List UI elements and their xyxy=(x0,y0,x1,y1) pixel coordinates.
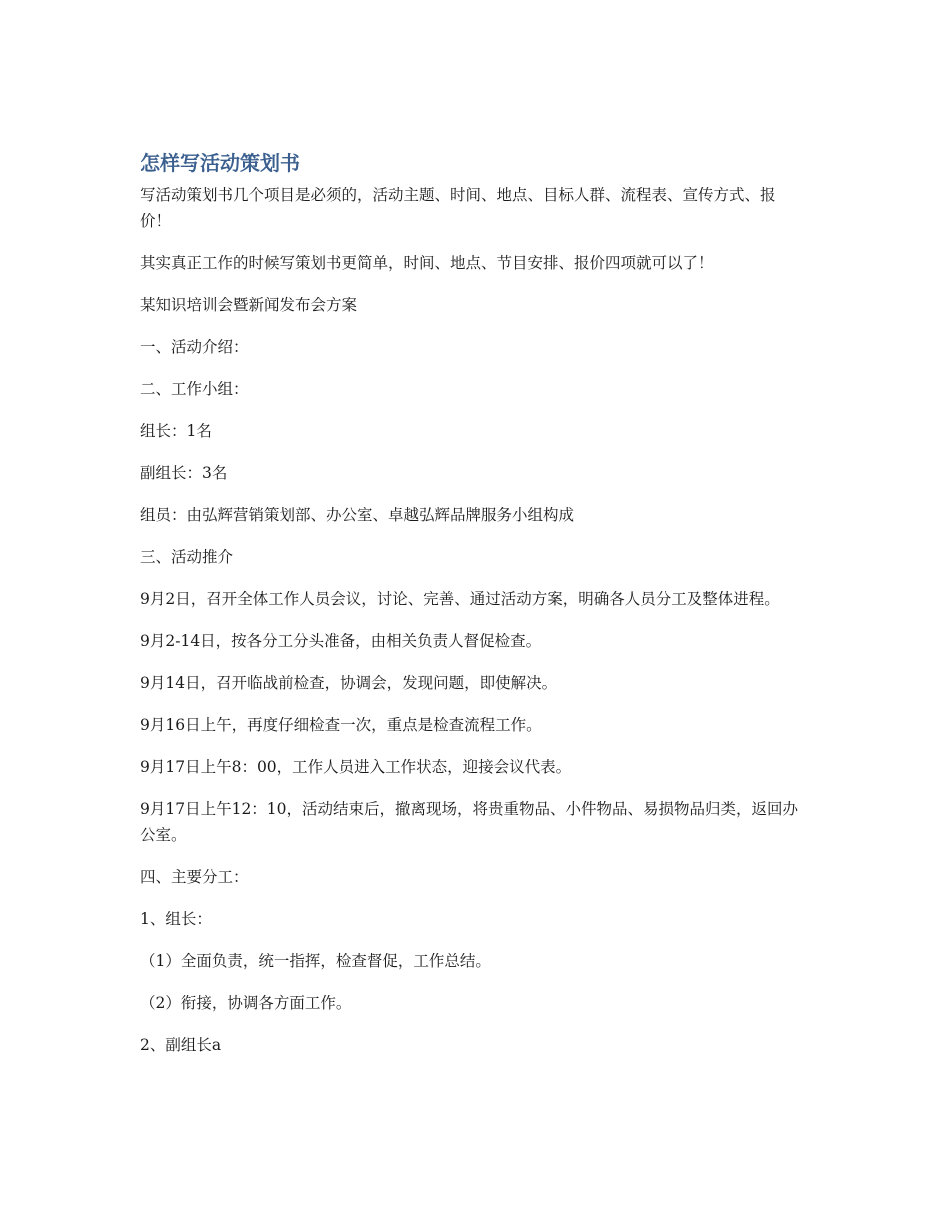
schedule-item: 9月2-14日，按各分工分头准备，由相关负责人督促检查。 xyxy=(140,632,542,650)
paragraph: 组长：1名 xyxy=(140,422,212,440)
paragraph: 副组长：3名 xyxy=(140,464,228,482)
section-heading: 二、工作小组： xyxy=(140,380,249,398)
schedule-item: 9月17日上午8：00，工作人员进入工作状态，迎接会议代表。 xyxy=(140,758,572,776)
list-item: （2）衔接，协调各方面工作。 xyxy=(140,994,352,1012)
section-heading: 一、活动介绍： xyxy=(140,338,249,356)
paragraph-tip: 其实真正工作的时候写策划书更简单，时间、地点、节目安排、报价四项就可以了！ xyxy=(140,254,714,272)
section-heading: 三、活动推介 xyxy=(140,548,234,566)
document-body xyxy=(140,148,805,1074)
schedule-item: 9月14日，召开临战前检查，协调会，发现问题，即使解决。 xyxy=(140,674,558,692)
sub-heading: 2、副组长a xyxy=(140,1036,222,1054)
section-heading: 四、主要分工： xyxy=(140,868,249,886)
schedule-item: 9月17日上午12：10，活动结束后，撤离现场，将贵重物品、小件物品、易损物品归类，返回办公室。 xyxy=(140,800,799,844)
schedule-item: 9月2日，召开全体工作人员会议，讨论、完善、通过活动方案，明确各人员分工及整体进程。 xyxy=(140,590,780,608)
paragraph-intro: 写活动策划书几个项目是必须的，活动主题、时间、地点、目标人群、流程表、宣传方式、报价！ xyxy=(140,186,776,230)
document-title: 怎样写活动策划书 xyxy=(140,151,300,175)
paragraph: 组员：由弘辉营销策划部、办公室、卓越弘辉品牌服务小组构成 xyxy=(140,506,575,524)
schedule-item: 9月16日上午，再度仔细检查一次，重点是检查流程工作。 xyxy=(140,716,542,734)
plan-title: 某知识培训会暨新闻发布会方案 xyxy=(140,296,358,314)
list-item: （1）全面负责，统一指挥，检查督促，工作总结。 xyxy=(140,952,491,970)
sub-heading: 1、组长： xyxy=(140,910,212,928)
